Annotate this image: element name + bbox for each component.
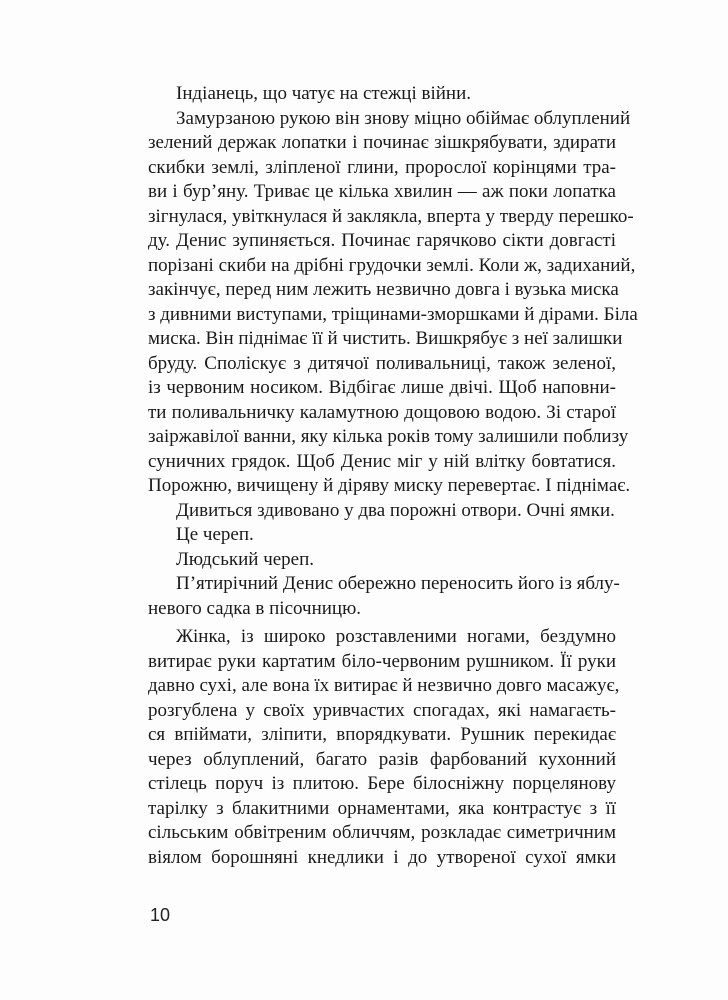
text-line: з дивними виступами, тріщинами-зморшками й дірами. Біла <box>148 303 638 325</box>
text-line: суничних грядок. Щоб Денис міг у ній влітку бовтатися. <box>148 450 616 472</box>
text-line: ду. Денис зупиняється. Починає гарячково сікти довгасті <box>148 230 616 251</box>
text-line: Індіанець, що чатує на стежці війни. <box>176 83 471 104</box>
page-number: 10 <box>150 905 171 925</box>
text-line: стілець поруч із плитою. Бере білосніжну порцелянову <box>148 773 616 794</box>
text-line: заіржавілої ванни, яку кілька років тому залишили поблизу <box>148 426 629 447</box>
text-line: порізані скиби на дрібні грудочки землі. Коли ж, задиханий, <box>148 254 636 276</box>
text-line: Людський череп. <box>176 548 315 570</box>
text-line: витирає руки картатим біло-червоним рушником. Її руки <box>148 650 616 672</box>
text-line: віялом борошняні кнедлики і до утвореної сухої ямки <box>148 846 616 868</box>
text-line: П’ятирічний Денис обережно переносить його із яблу- <box>176 573 620 594</box>
text-line: давно сухі, але вона їх витирає й незвично довго масажує, <box>148 675 620 696</box>
text-line: ти поливальничку каламутною дощовою водою. Зі старої <box>148 401 616 423</box>
text-line: зігнулася, увіткнулася й заклякла, вперта у тверду перешко- <box>148 205 634 227</box>
text-line: тарілку з блакитними орнаментами, яка контрастує з її <box>148 797 616 819</box>
text-line: розгублена у своїх уривчастих спогадах, які намагаєть- <box>148 699 616 721</box>
text-line: Порожню, вичищену й діряву миску перевертає. І піднімає. <box>148 475 631 496</box>
text-line: невого садка в пісочницю. <box>148 597 362 619</box>
text-section-1 <box>148 82 638 621</box>
text-line: миска. Він піднімає її й чистить. Вишкрябує з неї залишки <box>148 328 623 349</box>
text-line: Жінка, із широко розставленими ногами, бездумно <box>176 626 616 647</box>
text-line: із червоним носиком. Відбігає лише двічі. Щоб наповни- <box>148 377 616 398</box>
text-line: ви і бур’яну. Триває це кілька хвилин — аж поки лопатка <box>148 181 616 202</box>
text-line: Дивиться здивовано у два порожні отвори. Очні ямки. <box>176 499 615 521</box>
text-line: закінчує, перед ним лежить незвично довга і вузька миска <box>148 279 619 300</box>
text-line: скибки землі, зліпленої глини, пророслої корінцями тра- <box>148 156 616 178</box>
text-section-2 <box>148 625 620 870</box>
text-line: сільським обвітреним обличчям, розкладає симетричним <box>148 822 616 843</box>
text-line: зелений держак лопатки і починає зішкрябувати, здирати <box>148 132 616 153</box>
text-line: ся впіймати, зліпити, впорядкувати. Рушник перекидає <box>148 724 616 745</box>
text-line: Це череп. <box>176 524 254 545</box>
text-line: через облуплений, багато разів фарбований кухонний <box>148 748 616 770</box>
text-line: бруду. Споліскує з дитячої поливальниці, також зеленої, <box>148 352 616 374</box>
text-line: Замурзаною рукою він знову міцно обіймає облуплений <box>176 107 631 129</box>
